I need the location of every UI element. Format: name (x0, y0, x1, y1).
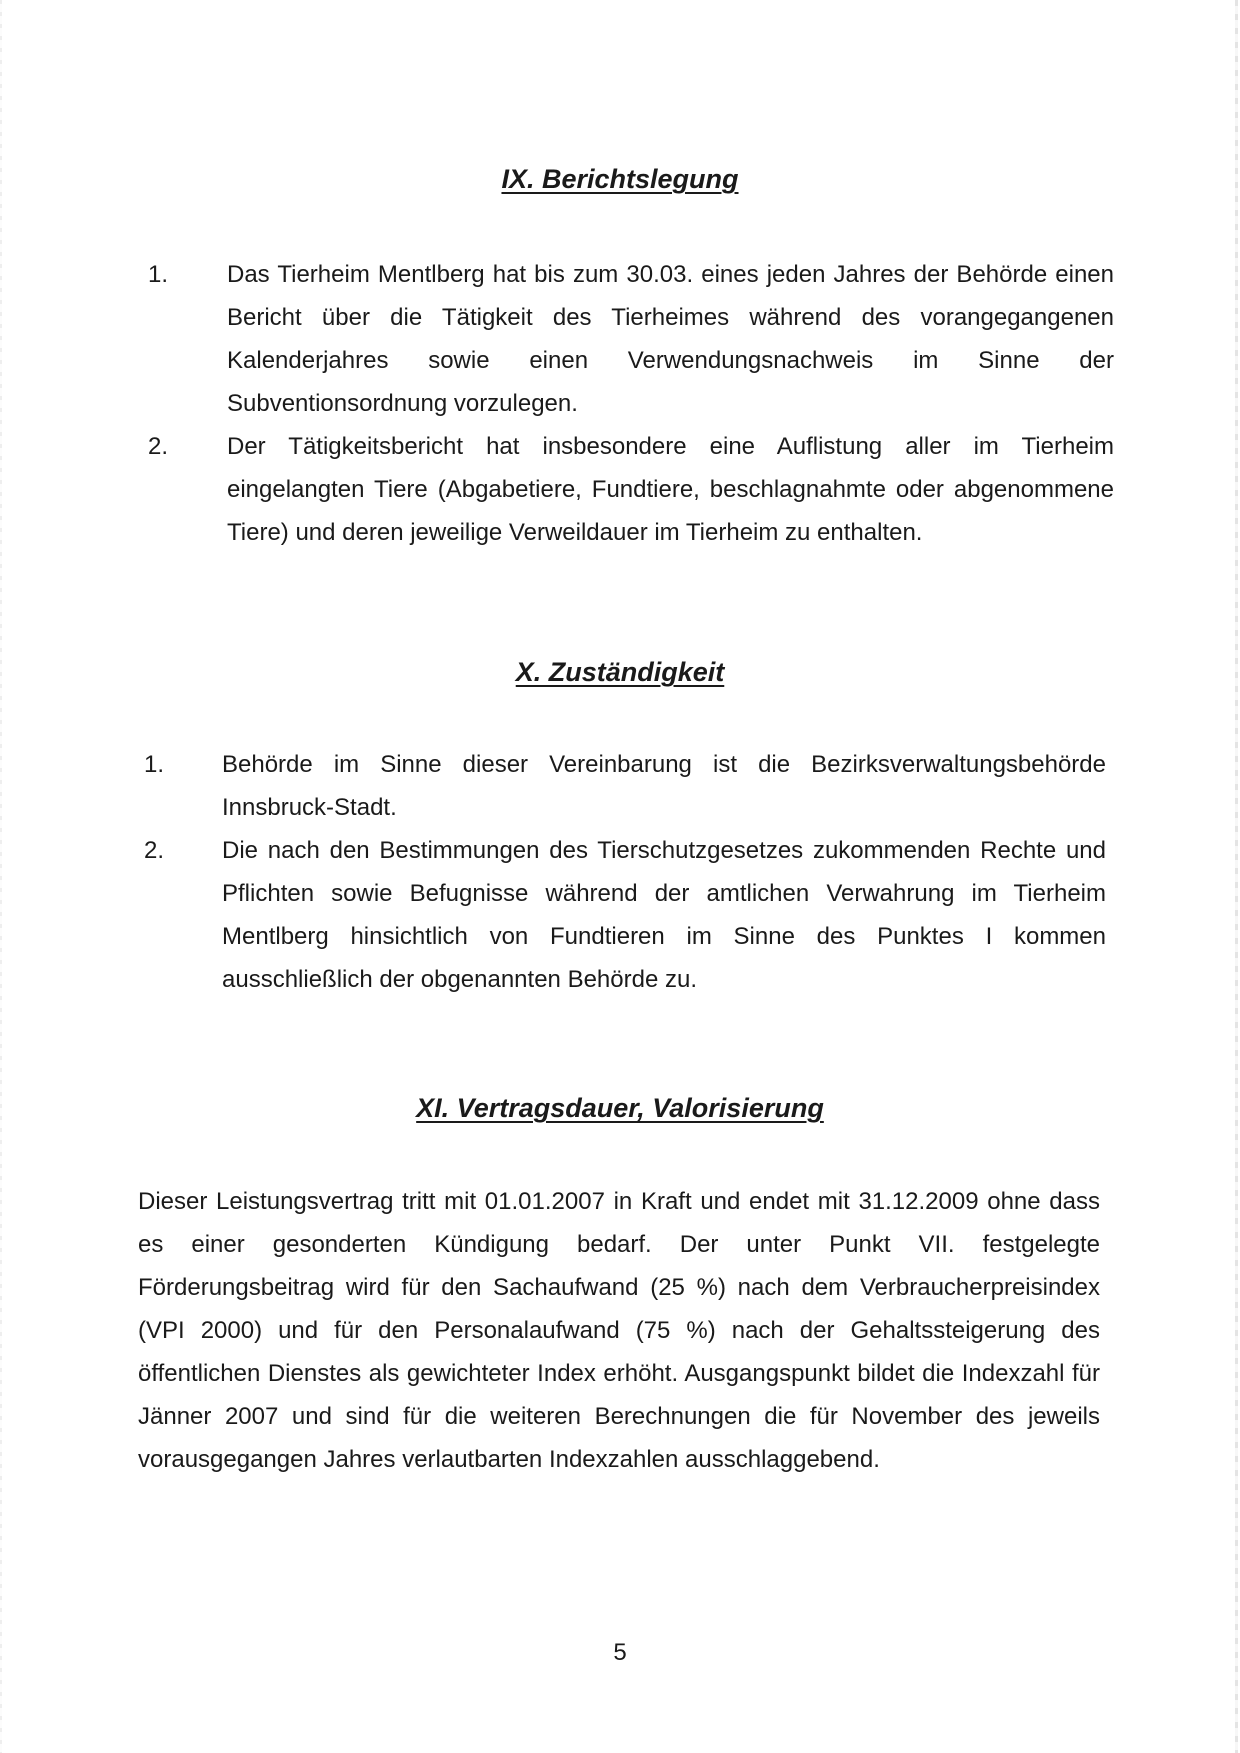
list-item (144, 743, 1106, 829)
list-item (148, 425, 1114, 554)
section-heading-ix: IX. Berichtslegung (501, 164, 739, 194)
section-ix-list (148, 253, 1114, 554)
page-number: 5 (613, 1639, 627, 1666)
scan-edge-right (1235, 0, 1238, 1753)
list-item (144, 829, 1106, 1001)
section-x-list (144, 743, 1106, 1001)
list-item-number: 1. (144, 751, 165, 778)
section-heading-x: X. Zuständigkeit (515, 657, 725, 687)
list-item-number: 2. (148, 433, 169, 460)
list-item-text: Die nach den Bestimmungen des Tierschutzgesetzes zukommenden Rechte und Pflichten sowie Befugnisse während der amtlichen Verwahrung im Tierheim Mentlberg hinsichtlich von Fundtieren im Sinne des Punktes I kommen ausschließlich der obgenannten Behörde zu. (222, 837, 1106, 993)
list-item (148, 253, 1114, 425)
section-heading-xi: XI. Vertragsdauer, Valorisierung (416, 1093, 824, 1123)
list-item-text: Der Tätigkeitsbericht hat insbesondere eine Auflistung aller im Tierheim eingelangten Tiere (Abgabetiere, Fundtiere, beschlagnahmte oder abgenommene Tiere) und deren jeweilige Verweildauer im Tierheim zu enthalten. (227, 433, 1114, 546)
scan-edge-left (0, 0, 2, 1753)
list-item-text: Das Tierheim Mentlberg hat bis zum 30.03. eines jeden Jahres der Behörde einen Bericht über die Tätigkeit des Tierheimes während des vorangegangenen Kalenderjahres sowie einen Verwendungsnachweis im Sinne der Subventionsordnung vorzulegen. (227, 261, 1114, 417)
list-item-text: Behörde im Sinne dieser Vereinbarung ist die Bezirksverwaltungsbehörde Innsbruck-Stadt. (222, 751, 1106, 821)
list-item-number: 1. (148, 261, 169, 288)
section-xi-paragraph: Dieser Leistungsvertrag tritt mit 01.01.2007 in Kraft und endet mit 31.12.2009 ohne dass es einer gesonderten Kündigung bedarf. Der unter Punkt VII. festgelegte Förderungsbeitrag wird für den Sachaufwand (25 %) nach dem Verbraucherpreisindex (VPI 2000) und für den Personalaufwand (75 %) nach der Gehaltssteigerung des öffentlichen Dienstes als gewichteter Index erhöht. Ausgangspunkt bildet die Indexzahl für Jänner 2007 und sind für die weiteren Berechnungen die für November des jeweils vorausgegangen Jahres verlautbarten Indexzahlen ausschlaggebend. (138, 1188, 1100, 1473)
list-item-number: 2. (144, 837, 165, 864)
